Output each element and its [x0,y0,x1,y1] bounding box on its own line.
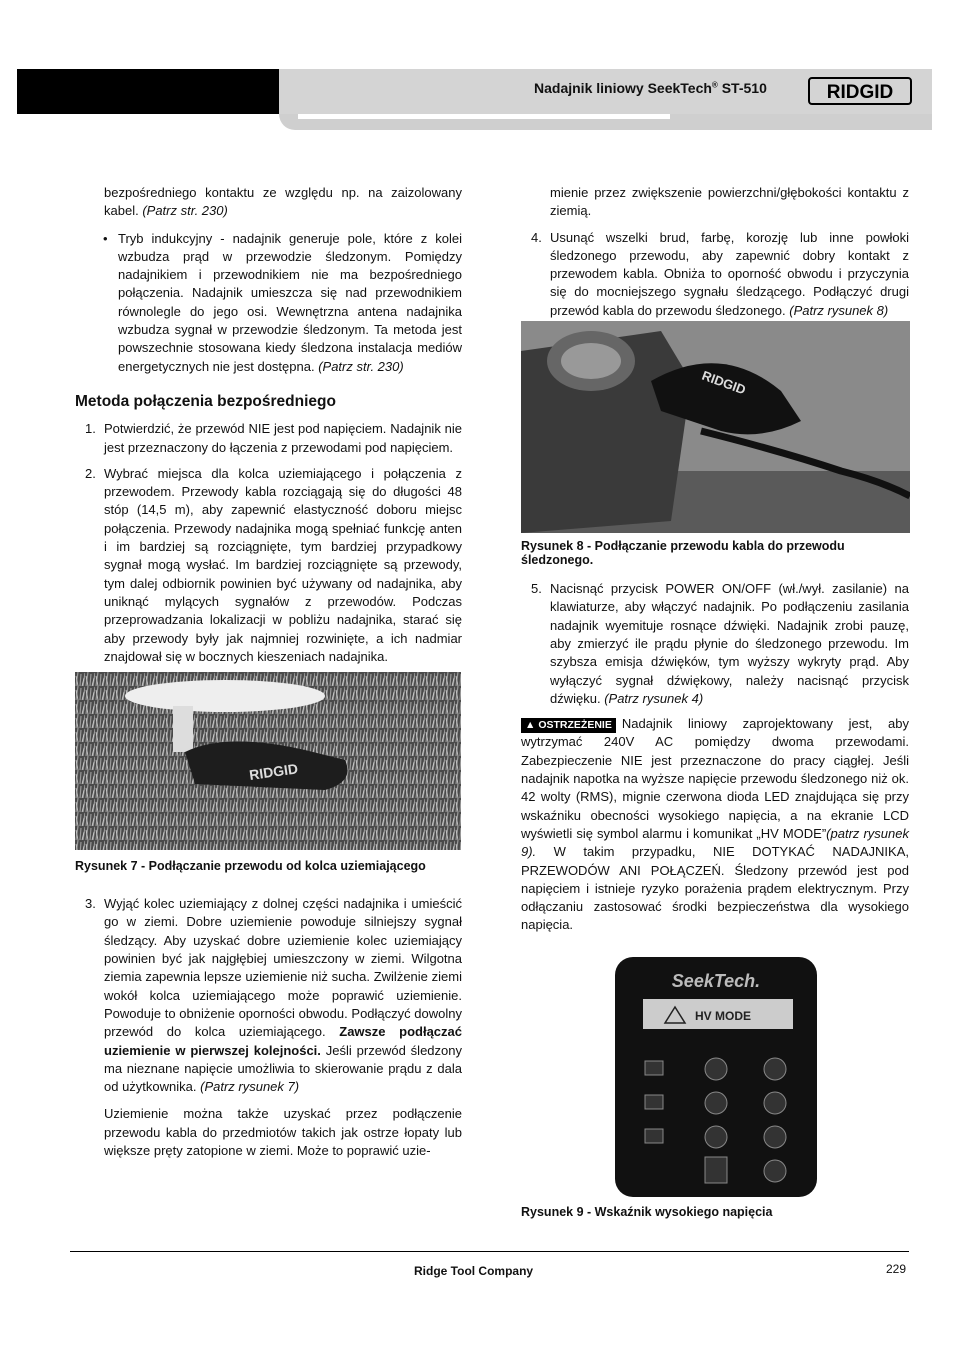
ridgid-logo [808,77,912,105]
left-column [75,184,462,1160]
section-heading: Metoda połączenia bezpośredniego [75,392,336,410]
warning-paragraph: ▲ OSTRZEŻENIE Nadajnik liniowy zaprojektowany jest, aby wytrzymać 240V AC pomiędzy dwoma przewodami. Zabezpieczenie NIE jest przeznaczone do pracy ciągłej. Jeśli nadajnik napotka na wyższe napięcie przewodu śledzonego niż ok. 42 wolty (RMS), mignie czerwona dioda LED znajdująca się przy wskaźniku obecności wysokiego napięcia, a na ekranie LCD wyświetli się symbol alarmu i komunikat „HV MODE”(patrz rysunek 9). W takim przypadku, NIE DOTYKAĆ NADAJNIKA, PRZEWODÓW ANI POŁĄCZEŃ. Śledzony przewód jest pod napięciem i istnieje ryzyko porażenia prądem elektrycznym. Przy odłączaniu zastosować środki bezpieczeństwa dla wysokiego napięcia. [521,716,909,933]
list-item: 5. Nacisnąć przycisk POWER ON/OFF (wł./wył. zasilanie) na klawiaturze, aby włączyć nadajnik. Po podłączeniu zasilania nadajnik wyemituje rosnące dźwięki. Nadajnik zrobi pauzę, aby zmierzyć ile prądu płynie do śledzonego przewodu. Im szybsza emisja dźwięków, tym wyższy wykryty prąd. Aby wyłączyć sygnał dźwiękowy, należy nacisnąć przycisk dźwięku. (Patrz rysunek 4) [531,581,909,706]
header-title: Nadajnik liniowy SeekTech® ST-510 [534,80,767,96]
figure-8-photo [521,321,910,533]
paragraph: mienie przez zwiększenie powierzchni/głębokości kontaktu z ziemią. [550,185,909,219]
svg-text:RIDGID: RIDGID [826,82,894,103]
paragraph: Uziemienie można także uzyskać przez podłączenie przewodu kabla do przedmiotów takich jak ostrze łopaty lub większe pręty zatopione w ziemi. Może to poprawić uzie- [104,1106,462,1158]
header-black-band [17,69,281,114]
figure-9-keypad [615,957,817,1197]
figure-8-caption: Rysunek 8 - Podłączanie przewodu kabla do przewodu śledzonego. [521,539,845,568]
figure-9-caption: Rysunek 9 - Wskaźnik wysokiego napięcia [521,1204,773,1219]
list-item: 3. Wyjąć kolec uziemiający z dolnej części nadajnika i umieścić go w ziemi. Dobre uziemienie powoduje silniejszy sygnał śledzący. Aby uzyskać dobre uziemienie kolec uziemiający powinien być jak najgłębiej umieszczony w ziemi. Wilgotna ziemia zapewnia lepsze uziemienie niż sucha. Zwilżenie ziemi wokół kolca uziemiającego może poprawić uziemienie. Powoduje to obniżenie oporności obwodu. Podłączyć dowolny przewód do kolca uziemiającego. Zawsze podłączać uziemienie w pierwszej kolejności. Jeśli przewód śledzony ma nieznane napięcie umożliwia to skierowanie prądu z dala od użytkownika. (Patrz rysunek 7) [85,896,462,1095]
svg-text:RIDGID: RIDGID [699,367,748,398]
list-item: 4. Usunąć wszelki brud, farbę, korozję lub inne powłoki śledzonego przewodu, aby zapewnić dobry kontakt z przewodem kabla. Obniża to oporność obwodu i przyczynia się do mocniejszego sygnału śledzącego. Podłączyć drugi przewód kabla do przewodu śledzonego. (Patrz rysunek 8) [531,229,909,318]
page-number: 229 [886,1262,907,1276]
footer-rule [70,1251,909,1252]
bullet-item: • Tryb indukcyjny - nadajnik generuje pole, które z kolei wzbudza prąd w przewodzie śledzonym. Pomiędzy nadajnikiem i przewodnikiem nie ma bezpośredniego połączenia. Nadajnik umieszcza się nad przewodnikiem równolegle do jego osi. Wewnętrzna antena nadajnika wzbudza sygnał w przewodzie śledzonym. Ta metoda jest powszechnie stosowana kiedy śledzona instalacja mediów energetycznych nie jest dostępna. (Patrz str. 230) [103,230,462,374]
figure-7-photo [75,672,461,850]
warning-badge: ▲ OSTRZEŻENIE [521,718,616,733]
right-column [521,184,909,1219]
footer-company: Ridge Tool Company [414,1264,534,1278]
paragraph: bezpośredniego kontaktu ze względu np. na zaizolowany kabel. (Patrz str. 230) [104,185,462,219]
list-item: 2. Wybrać miejsca dla kolca uziemiającego i połączenia z przewodem. Przewody kabla rozciągają się do długości 48 stóp (14,5 m), aby zapewnić elastyczność doboru miejsc połączenia. Przewody nadajnika mogą spełniać funkcję anten i im bardziej są rozciągnięte, tym bardziej przypadkowy sygnał mogą wysłać. Im bardziej rozciągnięte są przewody, tym dalej odbiornik powinien być używany od nadajnika, aby uniknąć mylących sygnałów z przewodów. Podczas przeprowadzania lokalizacji w pobliżu nadajnika, starać się aby przewody były jak najmniej rozwinięte, a ich nadmiar znajdował się w bocznych kieszeniach nadajnika. [85,465,462,664]
figure-7-caption: Rysunek 7 - Podłączanie przewodu od kolca uziemiającego [75,859,426,874]
svg-text:SeekTech.: SeekTech. [671,970,761,991]
svg-text:HV MODE: HV MODE [694,1008,752,1023]
warning-icon: ▲ [525,719,536,732]
list-item: 1. Potwierdzić, że przewód NIE jest pod napięciem. Nadajnik nie jest przeznaczony do łączenia z przewodami pod napięciem. [85,421,462,455]
svg-text:RIDGID: RIDGID [248,760,299,784]
